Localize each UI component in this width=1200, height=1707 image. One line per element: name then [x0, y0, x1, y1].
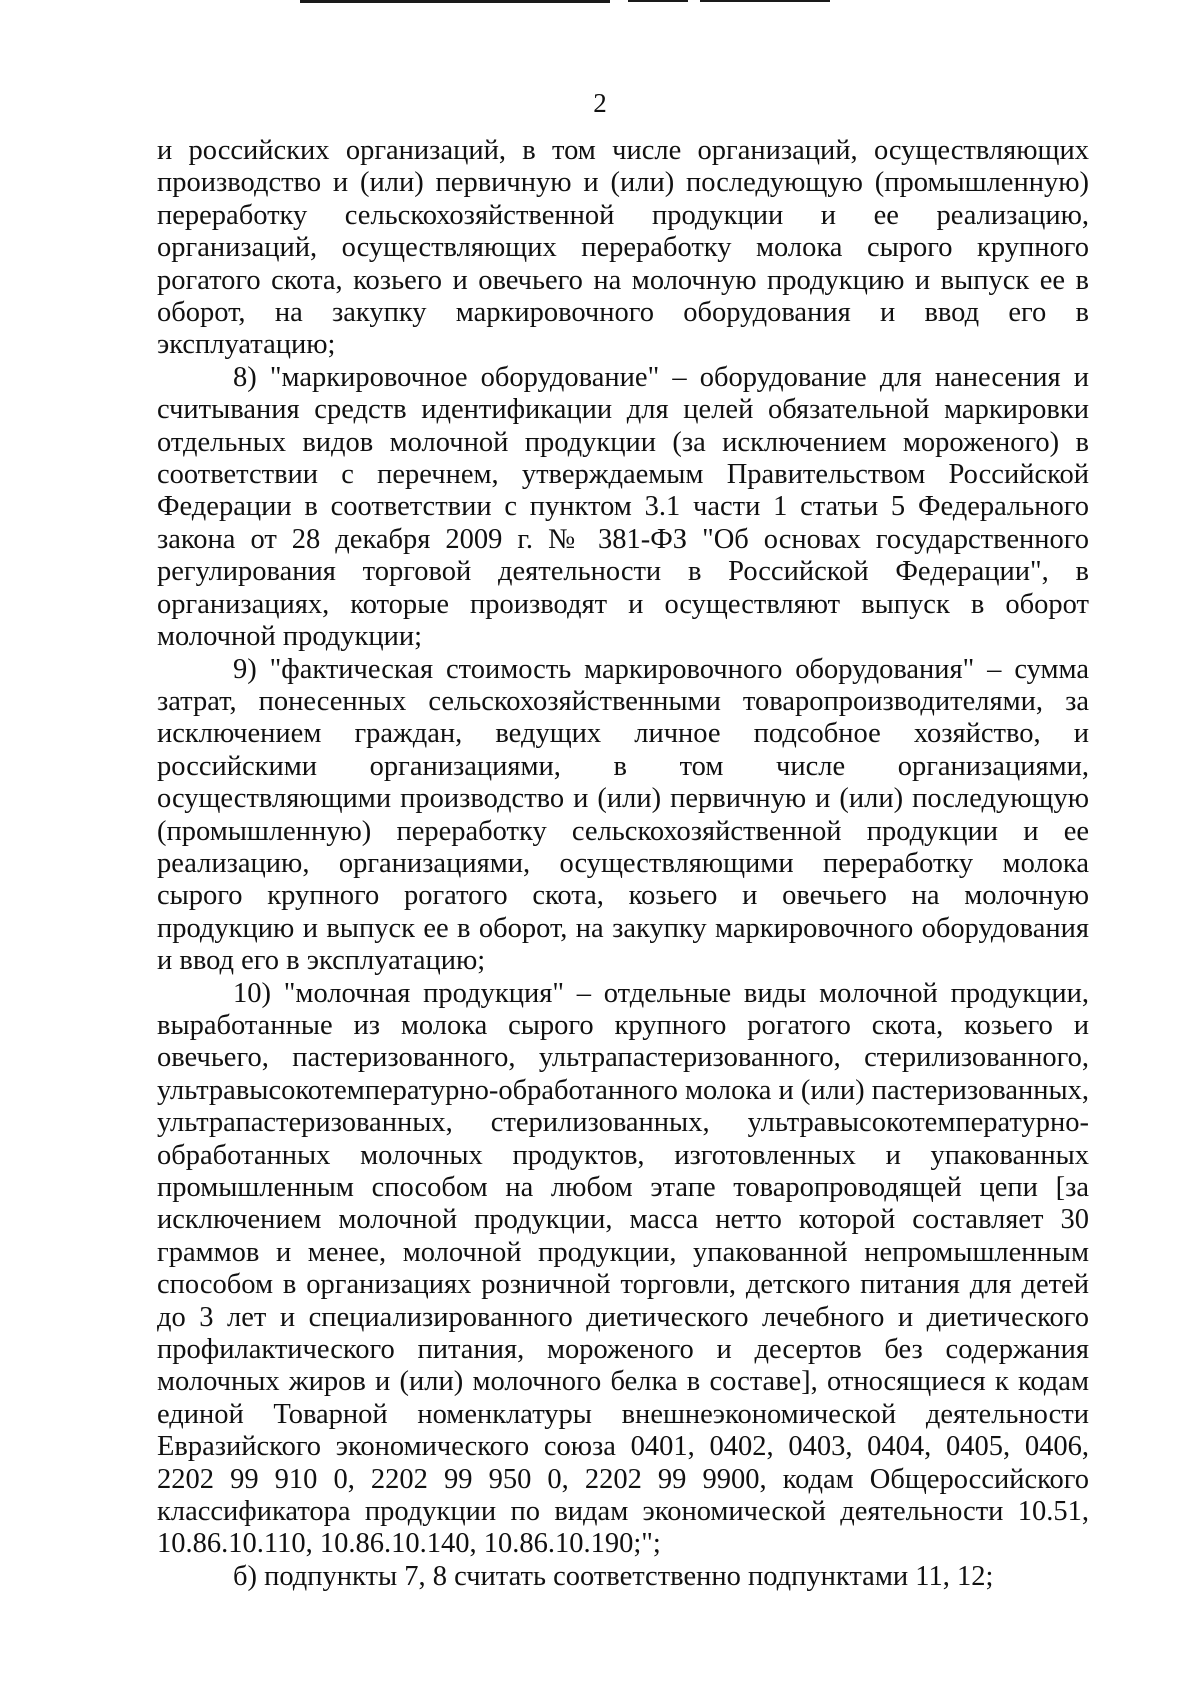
- paragraph-item-9: 9) "фактическая стоимость маркировочного оборудования" – сумма затрат, понесенных сельскохозяйственными товаропроизводителями, за исключением граждан, ведущих личное подсобное хозяйство, и российскими организациями, в том числе организациями, осуществляющими производство и (или) первичную и (или) последующую (промышленную) переработку сельскохозяйственной продукции и ее реализацию, организациями, осуществляющими переработку молока сырого крупного рогатого скота, козьего и овечьего на молочную продукцию и выпуск ее в оборот, на закупку маркировочного оборудования и ввод его в эксплуатацию;: [157, 653, 1089, 977]
- scan-edge-mark: [628, 0, 688, 2]
- document-body: [157, 135, 1089, 1593]
- page-number: 2: [593, 88, 607, 118]
- scan-edge-mark: [300, 0, 610, 3]
- paragraph-continuation: и российских организаций, в том числе организаций, осуществляющих производство и (или) первичную и (или) последующую (промышленную) переработку сельскохозяйственной продукции и ее реализацию, организаций, осуществляющих переработку молока сырого крупного рогатого скота, козьего и овечьего на молочную продукцию и выпуск ее в оборот, на закупку маркировочного оборудования и ввод его в эксплуатацию;: [157, 135, 1089, 361]
- paragraph-item-8: 8) "маркировочное оборудование" – оборудование для нанесения и считывания средств идентификации для целей обязательной маркировки отдельных видов молочной продукции (за исключением мороженого) в соответствии с перечнем, утверждаемым Правительством Российской Федерации в соответствии с пунктом 3.1 части 1 статьи 5 Федерального закона от 28 декабря 2009 г. № 381-ФЗ "Об основах государственного регулирования торговой деятельности в Российской Федерации", в организациях, которые производят и осуществляют выпуск в оборот молочной продукции;: [157, 361, 1089, 653]
- paragraph-item-b: б) подпункты 7, 8 считать соответственно подпунктами 11, 12;: [233, 1560, 994, 1592]
- paragraph-item-10: 10) "молочная продукция" – отдельные виды молочной продукции, выработанные из молока сырого крупного рогатого скота, козьего и овечьего, пастеризованного, ультрапастеризованного, стерилизованного, ультравысокотемпературно-обработанного молока и (или) пастеризованных, ультрапастеризованных, стерилизованных, ультравысокотемпературно-обработанных молочных продуктов, изготовленных и упакованных промышленным способом на любом этапе товаропроводящей цепи [за исключением молочной продукции, масса нетто которой составляет 30 граммов и менее, молочной продукции, упакованной непромышленным способом в организациях розничной торговли, детского питания для детей до 3 лет и специализированного диетического лечебного и диетического профилактического питания, мороженого и десертов без содержания молочных жиров и (или) молочного белка в составе], относящиеся к кодам единой Товарной номенклатуры внешнеэкономической деятельности Евразийского экономического союза 0401, 0402, 0403, 0404, 0405, 0406, 2202 99 910 0, 2202 99 950 0, 2202 99 9900, кодам Общероссийского классификатора продукции по видам экономической деятельности 10.51, 10.86.10.110, 10.86.10.140, 10.86.10.190;";: [157, 977, 1090, 1560]
- scan-edge-mark: [700, 0, 830, 2]
